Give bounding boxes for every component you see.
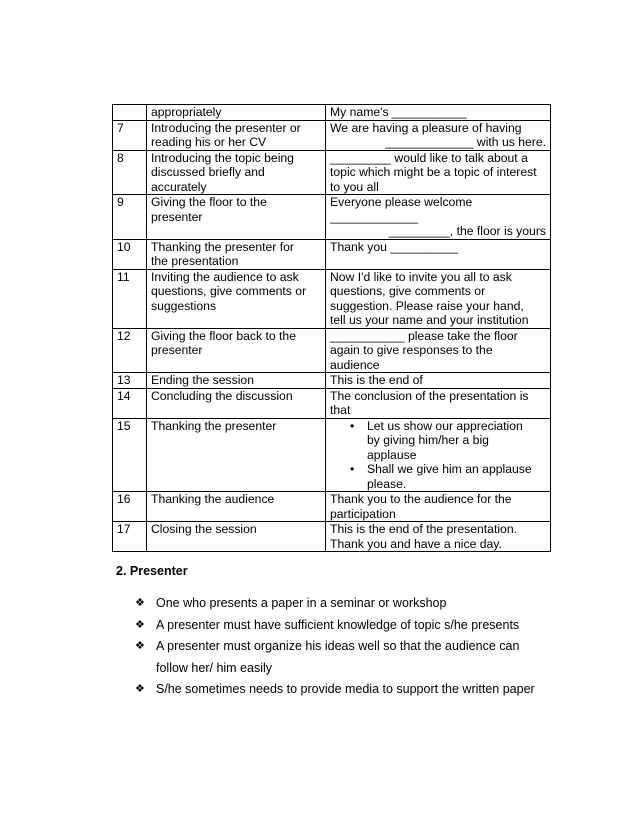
table-row [113, 418, 551, 492]
row-expression [326, 239, 551, 269]
cell-line: _________ would like to talk about a [330, 150, 528, 165]
table-row [113, 328, 551, 373]
presenter-point-continuation: follow her/ him easily [156, 660, 273, 675]
bullet-item [330, 419, 546, 463]
cell-line: We are having a pleasure of having [330, 120, 522, 135]
section-heading: 2. Presenter [116, 564, 188, 578]
row-function [147, 105, 326, 121]
table-row [113, 388, 551, 418]
row-number: 7 [113, 120, 147, 150]
cell-line: Thanking the presenter [151, 418, 277, 433]
cell-line: Inviting the audience to ask [151, 269, 299, 284]
presenter-point: ❖ A presenter must have sufficient knowledge of topic s/he presents [135, 615, 555, 637]
cell-line: Now I'd like to invite you all to ask [330, 269, 512, 284]
cell-line: presenter [151, 343, 203, 357]
cell-line: _________, the floor is yours [388, 224, 546, 238]
row-function [147, 120, 326, 150]
cell-line: applause [367, 447, 417, 462]
row-expression [326, 418, 551, 492]
cell-line: Everyone please welcome [330, 195, 473, 209]
cell-line: Let us show our appreciation [367, 418, 523, 433]
cell-line: Giving the floor to the [151, 195, 267, 209]
row-number: 17 [113, 522, 147, 552]
cell-line: ___________ please take the floor [330, 328, 518, 343]
table-row [113, 150, 551, 195]
row-function [147, 388, 326, 418]
cell-line: suggestion. Please raise your hand, [330, 298, 524, 313]
cell-line: _____________ [330, 209, 419, 224]
presenter-point: ❖ A presenter must organize his ideas well so that the audience can [135, 636, 555, 658]
cell-line: appropriately [151, 105, 222, 119]
table-row [113, 373, 551, 389]
cell-line: Thank you and have a nice day. [330, 536, 502, 551]
diamond-bullet-icon: ❖ [135, 640, 145, 652]
table-row [113, 195, 551, 240]
row-number: 12 [113, 328, 147, 373]
row-expression [326, 522, 551, 552]
cell-line: that [330, 403, 351, 417]
row-number [113, 105, 147, 121]
row-expression [326, 105, 551, 121]
expressions-table-body [113, 105, 551, 552]
cell-line: Ending the session [151, 373, 254, 387]
cell-line: topic which might be a topic of interest [330, 165, 537, 179]
cell-line: suggestions [151, 298, 217, 313]
cell-line: Giving the floor back to the [151, 328, 296, 343]
row-expression [326, 373, 551, 389]
row-number: 16 [113, 492, 147, 522]
cell-line: by giving him/her a big [367, 433, 489, 447]
row-number: 10 [113, 239, 147, 269]
cell-line: Introducing the topic being [151, 150, 294, 165]
expressions-table [112, 104, 551, 552]
row-expression [326, 195, 551, 240]
table-row [113, 492, 551, 522]
row-number: 15 [113, 418, 147, 492]
bullet-dot-icon: • [350, 418, 355, 433]
cell-line: _____________ with us here. [385, 135, 546, 149]
cell-line: please. [367, 476, 407, 491]
cell-line: Thanking the audience [151, 492, 275, 506]
cell-line: Introducing the presenter or [151, 120, 301, 135]
diamond-bullet-icon: ❖ [135, 597, 145, 609]
table-row [113, 269, 551, 328]
row-number: 14 [113, 388, 147, 418]
row-function [147, 239, 326, 269]
cell-line: This is the end of the presentation. [330, 522, 517, 536]
cell-line: The conclusion of the presentation is [330, 388, 529, 403]
cell-line: My name's ___________ [330, 105, 467, 119]
row-number: 8 [113, 150, 147, 195]
row-expression [326, 120, 551, 150]
diamond-bullet-icon: ❖ [135, 683, 145, 695]
cell-line: Thank you to the audience for the [330, 492, 512, 506]
cell-line: Thank you __________ [330, 239, 459, 254]
cell-line: This is the end of [330, 373, 423, 387]
row-function [147, 269, 326, 328]
cell-line: Shall we give him an applause [367, 462, 532, 476]
row-function [147, 373, 326, 389]
row-function [147, 328, 326, 373]
row-expression [326, 388, 551, 418]
table-row [113, 120, 551, 150]
cell-line: again to give responses to the [330, 343, 493, 357]
cell-line: reading his or her CV [151, 135, 267, 149]
row-number: 9 [113, 195, 147, 240]
cell-line: discussed briefly and [151, 165, 265, 179]
row-function [147, 150, 326, 195]
cell-line: to you all [330, 179, 379, 194]
row-expression [326, 328, 551, 373]
cell-line: questions, give comments or [151, 284, 307, 298]
presenter-point: ❖ One who presents a paper in a seminar or workshop [135, 593, 555, 615]
bullet-item [330, 462, 546, 491]
presenter-point: ❖ S/he sometimes needs to provide media to support the written paper [135, 679, 555, 701]
bullet-list [330, 419, 546, 492]
row-expression [326, 150, 551, 195]
cell-line: tell us your name and your institution [330, 313, 529, 327]
presenter-points [135, 593, 555, 701]
row-expression [326, 269, 551, 328]
row-expression [326, 492, 551, 522]
cell-line: Thanking the presenter for [151, 239, 294, 254]
table-row [113, 239, 551, 269]
diamond-bullet-icon: ❖ [135, 618, 145, 631]
row-function [147, 195, 326, 240]
cell-line: participation [330, 506, 396, 521]
table-row [113, 522, 551, 552]
cell-line: the presentation [151, 254, 239, 268]
row-number: 11 [113, 269, 147, 328]
cell-line: presenter [151, 209, 203, 224]
row-function [147, 418, 326, 492]
row-number: 13 [113, 373, 147, 389]
bullet-dot-icon: • [350, 462, 355, 476]
cell-line: audience [330, 357, 380, 372]
row-function [147, 492, 326, 522]
cell-line: Concluding the discussion [151, 388, 293, 403]
cell-line: accurately [151, 179, 207, 194]
cell-line: questions, give comments or [330, 284, 486, 298]
cell-line: Closing the session [151, 522, 257, 536]
row-function [147, 522, 326, 552]
table-row [113, 105, 551, 121]
